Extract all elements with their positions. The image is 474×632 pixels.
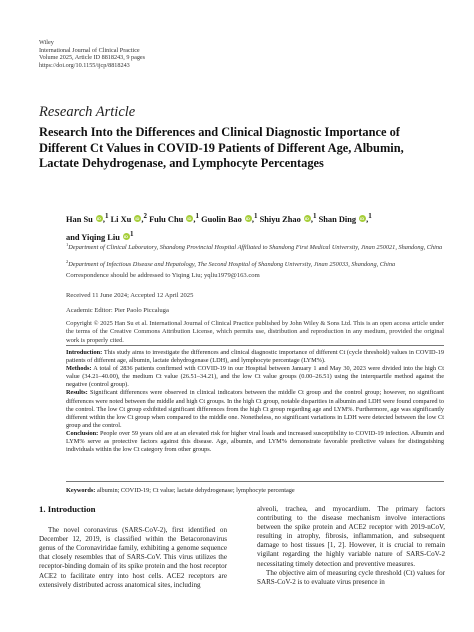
journal-meta	[39, 39, 145, 69]
body-column-left	[39, 505, 227, 590]
body-paragraph: alveoli, trachea, and myocardium. The primary factors contributing to the disease mechanism involve interactions between the spike protein and ACE2 receptor with 2019-nCoV, resulting in atrophy, fibrosis, inflammation, and subsequent damage to host tissues [1, 2]. However, it is crucial to remain vigilant regarding the highly variable nature of SARS-CoV-2 necessitating timely detection and preventive measures.	[257, 505, 445, 568]
author-name: Shiyu Zhao	[259, 214, 301, 224]
journal-name: International Journal of Clinical Practice	[39, 46, 140, 54]
abstract-methods	[66, 365, 444, 389]
affiliation-text: Department of Clinical Laboratory, Shandong Provincial Hospital Affiliated to Shandong First Medical University, Jinan 250021, Shandong, China	[68, 244, 443, 252]
author-name: Yiqing Liu	[81, 233, 120, 242]
author[interactable]: Li Xu iD ,$^2$	[111, 215, 147, 224]
author-name: Guolin Bao	[201, 214, 242, 224]
abstract-top-rule	[66, 345, 444, 346]
abstract-results	[66, 389, 444, 429]
author[interactable]: Fulu Chu iD ,$^1$	[149, 215, 199, 224]
body-paragraph: The objective aim of measuring cycle threshold (Ct) values for SARS-CoV-2 is to evaluate virus presence in	[257, 568, 445, 586]
author[interactable]: and Yiqing Liu iD $^1$	[66, 233, 133, 242]
orcid-icon[interactable]	[96, 215, 103, 222]
author[interactable]: Han Su iD ,$^1$	[66, 215, 108, 224]
affiliation	[66, 241, 446, 252]
affiliation-mark: 1	[66, 242, 69, 247]
abstract-results-text: Significant differences were observed in clinical indicators between the middle Ct group and the control group; however, no significant differences were noted between the middle and high Ct groups. In the high Ct group, notable disparities in albumin and LDH were found compared to the control. The low Ct group exhibited significant differences from the high Ct group regarding age and LYM%. Furthermore, age was significantly different within the low Ct group when compared to the middle one. Nonetheless, no significant variations in LDH were detected between the low Ct group and the control.	[66, 389, 444, 429]
abstract-introduction	[66, 349, 444, 365]
article-type: Research Article	[39, 104, 136, 120]
abstract	[66, 349, 444, 454]
orcid-icon[interactable]	[134, 215, 141, 222]
orcid-icon[interactable]	[245, 215, 252, 222]
author[interactable]: Shan Ding iD ,$^1$	[319, 215, 372, 224]
affiliation-text: Department of Infectious Disease and Hepatology, The Second Hospital of Shandong University, Jinan 250033, Shandong, China	[68, 261, 396, 269]
orcid-icon[interactable]	[186, 215, 193, 222]
abstract-methods-text: A total of 2836 patients confirmed with COVID-19 in our Hospital between January 1 and May 30, 2023 were divided into the high Ct value (34.21–40.00), the medium Ct value (26.51–34.21), and the low Ct value groups (0.00–26.51) using the interquartile method against the negative (control group).	[66, 365, 444, 389]
copyright-notice: Copyright © 2025 Han Su et al. International Journal of Clinical Practice published by John Wiley & Sons Ltd. This is an open access article under the terms of the Creative Commons Attribution License, which permits use, distribution and reproduction in any medium, provided the original work is properly cited.	[66, 320, 444, 344]
author-affiliation-mark: 1	[368, 212, 372, 220]
abstract-introduction-text: This study aims to investigate the differences and clinical diagnostic importance of different Ct (cycle threshold) values in COVID-19 patients of different age, albumin, lactate dehydrogenase (LDH), and lymphocyte percentage (LYM%).	[66, 349, 444, 365]
abstract-methods-label: Methods:	[66, 365, 92, 373]
academic-editor: Academic Editor: Pier Paolo Piccaluga	[66, 307, 169, 314]
body-paragraph: The novel coronavirus (SARS-CoV-2), first identified on December 12, 2019, is classified within the Betacoronavirus genus of the Coronaviridae family, exhibiting a genome sequence that closely resembles that of SARS-CoV. This virus utilizes the receptor-binding domain of its spike protein and the host receptor ACE2 to facilitate entry into host cells. ACE2 receptors are extensively distributed across anatomical sites, including	[39, 526, 227, 589]
keywords-label: Keywords:	[66, 487, 96, 494]
abstract-conclusion	[66, 430, 444, 454]
author[interactable]: Shiyu Zhao iD ,$^1$	[260, 215, 317, 224]
author-name: Shan Ding	[318, 214, 357, 224]
affiliation	[66, 258, 446, 269]
orcid-icon[interactable]	[123, 233, 130, 240]
author-affiliation-mark: 1	[129, 230, 134, 239]
abstract-bottom-rule	[66, 481, 444, 482]
orcid-icon[interactable]	[304, 215, 311, 222]
abstract-conclusion-label: Conclusion:	[66, 429, 99, 437]
author-name: Han Su	[66, 214, 93, 224]
affiliation-mark: 2	[66, 259, 69, 264]
article-title: Research Into the Differences and Clinical Diagnostic Importance of Different Ct Values in COVID-19 Patients of Different Age, Albumin, Lactate Dehydrogenase, and Lymphocyte Percentages	[39, 125, 404, 170]
author-affiliation-mark: 2	[143, 212, 147, 220]
author-affiliation-mark: 1	[104, 212, 109, 220]
author-name: Fulu Chu	[149, 214, 184, 224]
volume-info: Volume 2025, Article ID 8818243, 9 pages	[39, 54, 146, 62]
author[interactable]: Guolin Bao iD ,$^1$	[201, 215, 257, 224]
orcid-icon[interactable]	[359, 215, 366, 222]
correspondence-line: Correspondence should be addressed to Yiqing Liu; yqliu1979@163.com	[66, 272, 260, 279]
author-affiliation-mark: 1	[253, 212, 258, 220]
keywords-text: albumin; COVID-19; Ct value; lactate dehydrogenase; lymphocyte percentage	[96, 487, 295, 494]
abstract-conclusion-text: People over 59 years old are at an elevated risk for higher viral loads and increased susceptibility to COVID-19 infection. Albumin and LYM% serve as protective factors against this disease. Age, albumin, and LYM% demonstrate favorable predictive values for distinguishing individuals within the low Ct category from other groups.	[66, 429, 445, 454]
body-column-right	[257, 505, 445, 587]
received-dates: Received 11 June 2024; Accepted 12 April 2025	[66, 292, 194, 299]
publisher-name: Wiley	[39, 39, 54, 46]
section-heading: 1. Introduction	[39, 504, 96, 514]
doi-link[interactable]: https://doi.org/10.1155/ijcp/8818243	[39, 61, 130, 69]
author-name: Li Xu	[110, 214, 132, 224]
abstract-introduction-label: Introduction:	[66, 349, 103, 356]
abstract-results-label: Results:	[66, 389, 88, 397]
keywords	[66, 487, 295, 494]
author-affiliation-mark: 1	[312, 212, 317, 220]
author-list	[66, 209, 436, 245]
author-affiliation-mark: 1	[195, 212, 199, 220]
